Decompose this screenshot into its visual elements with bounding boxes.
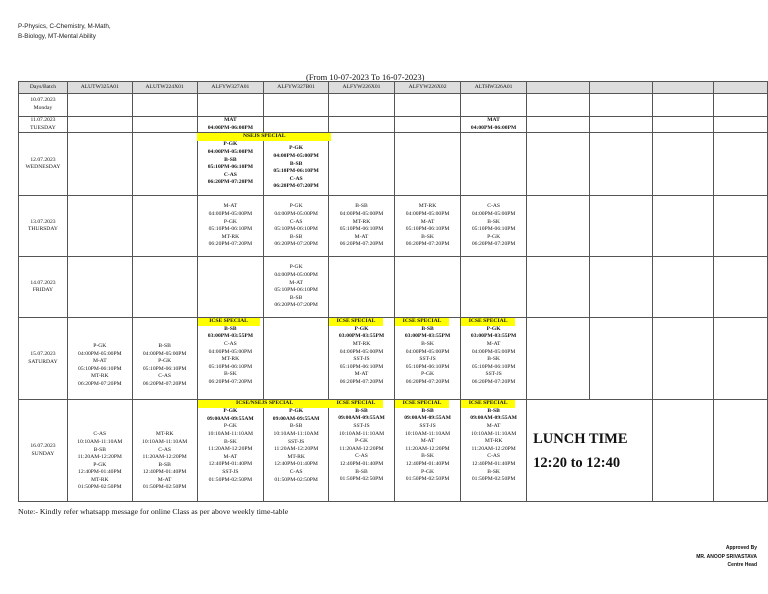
day-row-saturday	[19, 318, 768, 400]
session-cell: ICSE SPECIAL B-SB 09:00AM-09:55AM SST-JS 10:10AM-11:10AM M-AT 11:20AM-12:20PM B-SK 12:40PM-01:40PM P-GK 01:50PM-02:50PM	[395, 400, 461, 502]
session-cell: MT-RK 04:00PM-05:00PM M-AT 05:10PM-06:10PM B-SK 06:20PM-07:20PM	[395, 196, 461, 257]
header-cell: ALFYW327B01	[264, 82, 329, 94]
session-cell: P-GK 04:00PM-05:00PM C-AS 05:10PM-06:10PM B-SB 06:20PM-07:20PM	[264, 196, 329, 257]
day-cell: 14.07.2023 FRIDAY	[19, 257, 68, 318]
session-cell: MAT 04:00PM-06:00PM	[197, 117, 264, 133]
day-cell: 16.07.2023 SUNDAY	[19, 400, 68, 502]
session-cell: P-GK 04:00PM-05:00PM M-AT 05:10PM-06:10PM MT-RK 06:20PM-07:20PM	[67, 318, 132, 400]
header-cell: ALFYW226X01	[328, 82, 394, 94]
special-label: ICSE SPECIAL	[329, 400, 383, 408]
day-row-monday	[19, 94, 768, 117]
session-cell: B-SB 04:00PM-05:00PM MT-RK 05:10PM-06:10PM M-AT 06:20PM-07:20PM	[328, 196, 394, 257]
lunch-title: LUNCH TIME	[533, 430, 628, 447]
session-cell: ICSE SPECIAL B-SB 03:00PM-03:55PM C-AS 04:00PM-05:00PM MT-RK 05:10PM-06:10PM B-SK 06:20PM-07:20PM	[197, 318, 264, 400]
approver-name: MR. ANOOP SRIVASTAVA	[696, 553, 757, 560]
session-cell: C-AS 10:10AM-11:10AM B-SB 11:20AM-12:20PM P-GK 12:40PM-01:40PM MT-RK 01:50PM-02:50PM	[67, 400, 132, 502]
day-cell: 15.07.2023 SATURDAY	[19, 318, 68, 400]
session-cell: MAT 04:00PM-06:00PM	[461, 117, 527, 133]
day-row-thursday	[19, 196, 768, 257]
date-range: (From 10-07-2023 To 16-07-2023)	[306, 72, 425, 82]
day-row-wednesday	[19, 133, 768, 196]
session-cell: P-GK 04:00PM-05:00PM B-SB 05:10PM-06:10PM C-AS 06:20PM-07:20PM	[197, 133, 264, 196]
session-cell: ICSE SPECIAL B-SB 09:00AM-09:55AM M-AT 10:10AM-11:10AM MT-RK 11:20AM-12:20PM C-AS 12:40PM-01:40PM B-SK 01:50PM-02:50PM	[461, 400, 527, 502]
session-cell: ICSE/NSEJS SPECIAL P-GK 09:00AM-09:55AM P-GK 10:10AM-11:10AM B-SK 11:20AM-12:20PM M-AT 12:40PM-01:40PM SST-JS 01:50PM-02:50PM	[197, 400, 264, 502]
session-cell: P-GK 09:00AM-09:55AM B-SB 10:10AM-11:10AM SST-JS 11:20AM-12:20PM MT-RK 12:40PM-01:40PM C-AS 01:50PM-02:50PM	[264, 400, 329, 502]
header-row	[19, 82, 768, 94]
header-cell: ALFYW327A01	[197, 82, 264, 94]
legend-line-1: P-Physics, C-Chemistry, M-Math,	[18, 23, 111, 30]
header-cell	[714, 82, 768, 94]
day-cell: 12.07.2023 WEDNESDAY	[19, 133, 68, 196]
session-cell: P-GK 04:00PM-05:00PM M-AT 05:10PM-06:10PM B-SB 06:20PM-07:20PM	[264, 257, 329, 318]
day-row-sunday	[19, 400, 768, 502]
subject-legend	[18, 22, 111, 42]
footer-note: Note:- Kindly refer whatsapp message for online Class as per above weekly time-table	[18, 507, 289, 516]
legend-line-2: B-Biology, MT-Mental Ability	[18, 33, 96, 40]
session-cell: ICSE SPECIAL B-SB 09:00AM-09:55AM SST-JS 10:10AM-11:10AM P-GK 11:20AM-12:20PM C-AS 12:40PM-01:40PM B-SB 01:50PM-02:50PM	[328, 400, 394, 502]
approval-block	[696, 544, 757, 570]
timetable	[18, 81, 768, 502]
lunch-cell	[527, 400, 653, 502]
special-label: ICSE SPECIAL	[461, 400, 515, 408]
session-cell: C-AS 04:00PM-05:00PM B-SK 05:10PM-06:10PM P-GK 06:20PM-07:20PM	[461, 196, 527, 257]
approved-by: Approved By	[725, 545, 757, 551]
header-cell	[590, 82, 653, 94]
session-cell: B-SB 04:00PM-05:00PM P-GK 05:10PM-06:10PM C-AS 06:20PM-07:20PM	[132, 318, 197, 400]
day-cell: 10.07.2023 Monday	[19, 94, 68, 117]
header-cell: ALFYW226X02	[395, 82, 461, 94]
special-label: ICSE SPECIAL	[395, 400, 449, 408]
header-cell: ALTHW326A01	[461, 82, 527, 94]
session-cell: MT-RK 10:10AM-11:10AM C-AS 11:20AM-12:20PM B-SB 12:40PM-01:40PM M-AT 01:50PM-02:50PM	[132, 400, 197, 502]
session-cell: ICSE SPECIAL B-SB 03:00PM-03:55PM B-SK 04:00PM-05:00PM SST-JS 05:10PM-06:10PM P-GK 06:20PM-07:20PM	[395, 318, 461, 400]
header-cell	[527, 82, 590, 94]
day-cell: 13.07.2023 THURSDAY	[19, 196, 68, 257]
session-cell: M-AT 04:00PM-05:00PM P-GK 05:10PM-06:10PM MT-RK 06:20PM-07:20PM	[197, 196, 264, 257]
session-cell: ICSE SPECIAL P-GK 03:00PM-03:55PM M-AT 04:00PM-05:00PM B-SK 05:10PM-06:10PM SST-JS 06:20PM-07:20PM	[461, 318, 527, 400]
special-label: ICSE SPECIAL	[198, 318, 260, 326]
header-cell: Days/Batch	[19, 82, 68, 94]
day-row-friday	[19, 257, 768, 318]
day-row-tuesday	[19, 117, 768, 133]
lunch-time: 12:20 to 12:40	[533, 454, 621, 471]
header-cell: ALUTW325A01	[67, 82, 132, 94]
day-cell: 11.07.2023 TUESDAY	[19, 117, 68, 133]
special-label: ICSE SPECIAL	[329, 318, 383, 326]
approver-title: Centre Head	[727, 562, 757, 568]
header-cell	[653, 82, 714, 94]
session-cell: NSEJS SPECIAL P-GK 04:00PM-05:00PM B-SB 05:10PM-06:10PM C-AS 06:20PM-07:20PM	[264, 133, 329, 196]
special-label: ICSE SPECIAL	[461, 318, 515, 326]
header-cell: ALUTW224X01	[132, 82, 197, 94]
special-label: ICSE SPECIAL	[395, 318, 449, 326]
special-label: ICSE/NSEJS SPECIAL	[198, 400, 332, 408]
session-cell: ICSE SPECIAL P-GK 03:00PM-03:55PM MT-RK 04:00PM-05:00PM SST-JS 05:10PM-06:10PM M-AT 06:20PM-07:20PM	[328, 318, 394, 400]
special-label: NSEJS SPECIAL	[197, 133, 331, 141]
